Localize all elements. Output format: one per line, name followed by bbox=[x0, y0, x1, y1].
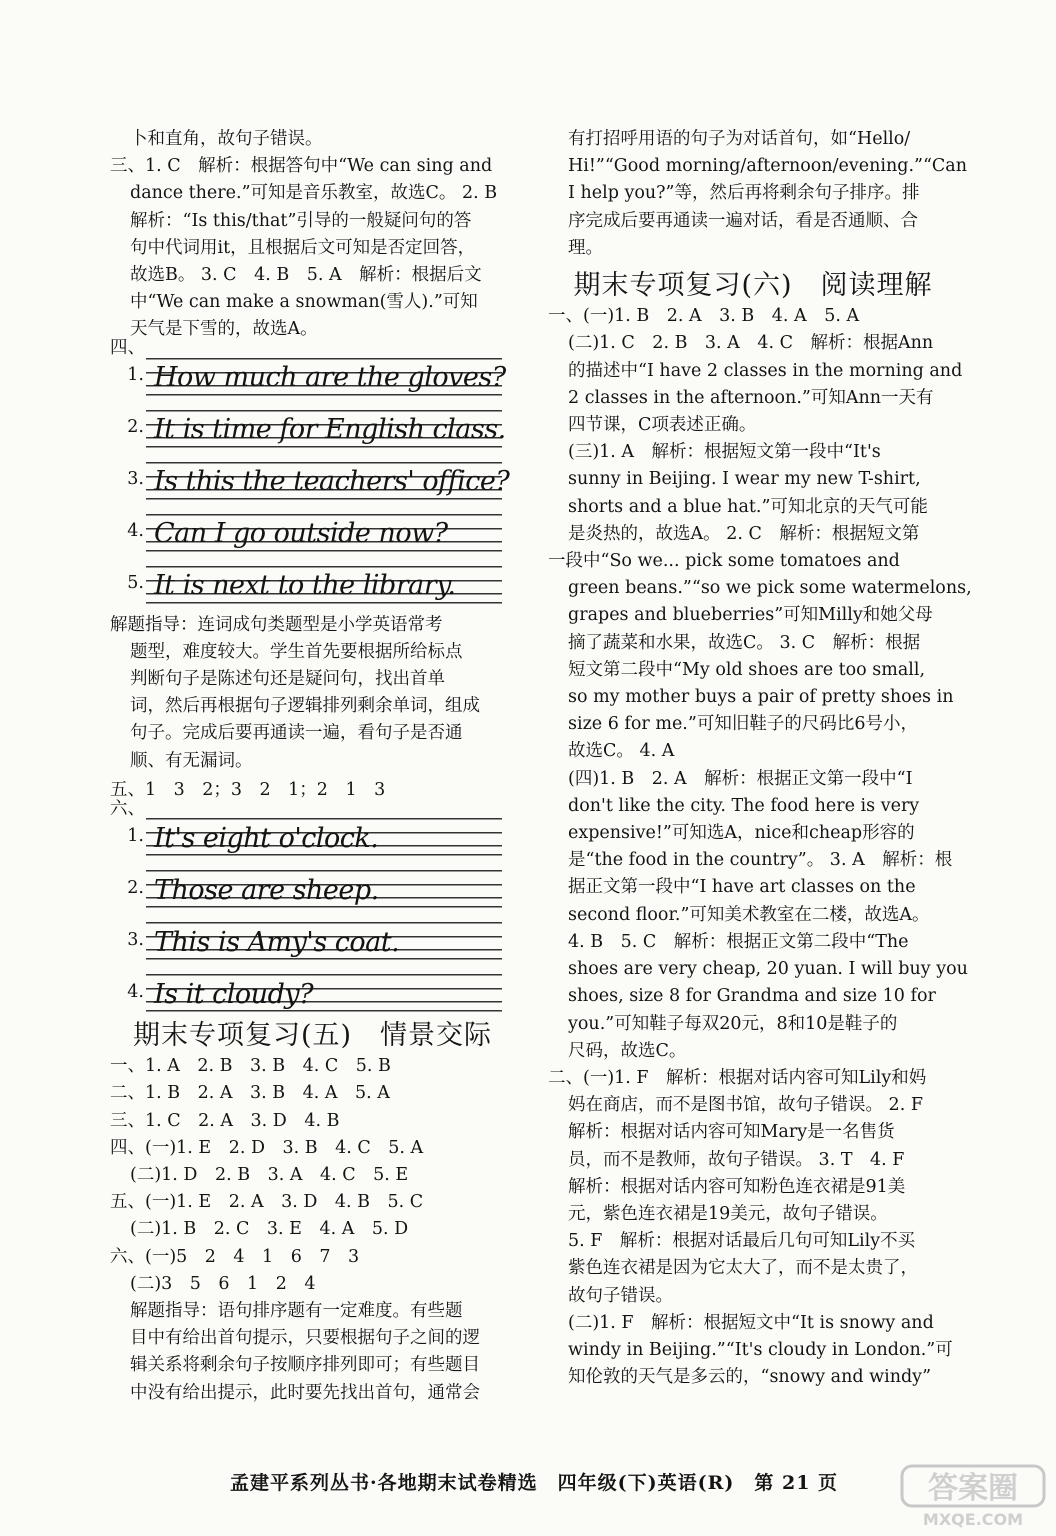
hw-row bbox=[110, 856, 515, 908]
item-number: 六、1. bbox=[110, 798, 145, 846]
writing-lines bbox=[146, 812, 502, 856]
left-column bbox=[110, 126, 515, 1407]
text-line: 解题指导：连词成句类题型是小学英语常考 bbox=[110, 614, 443, 635]
text-line: 摘了蔬菜和水果，故选C。 3. C 解析：根据 bbox=[568, 632, 921, 653]
handwritten-answer: Those are sheep. bbox=[154, 874, 379, 906]
text-line: 一段中“So we... pick some tomatoes and bbox=[548, 551, 900, 572]
writing-lines bbox=[146, 352, 506, 396]
section5-answers: 五、1 3 2；3 2 1；2 1 3 bbox=[110, 779, 386, 800]
text-line: 句子。完成后要再通读一遍，看句子是否通 bbox=[130, 723, 463, 744]
text-line: 是炎热的，故选A。 2. C 解析：根据短文第 bbox=[568, 523, 920, 544]
writing-lines bbox=[146, 968, 502, 1012]
answer-explanations bbox=[548, 303, 972, 1391]
text-line: 知伦敦的天气是多云的，“snowy and windy” bbox=[568, 1367, 932, 1388]
left-top-text bbox=[110, 126, 515, 344]
text-line: 据正文第一段中“I have art classes on the bbox=[568, 877, 916, 898]
text-line: 解析：“Is this/that”引导的一般疑问句的答 bbox=[130, 210, 472, 231]
hw-row bbox=[110, 908, 515, 960]
text-line: 顺、有无漏词。 bbox=[130, 750, 253, 771]
solution-guide bbox=[110, 612, 515, 775]
item-number: 3. bbox=[127, 469, 144, 490]
item-number: 2. bbox=[127, 877, 144, 898]
watermark-logo bbox=[898, 1462, 1048, 1530]
text-line: 故选C。 4. A bbox=[568, 741, 675, 762]
hw-row bbox=[110, 500, 515, 552]
writing-lines bbox=[146, 404, 506, 448]
text-line: 元，紫色连衣裙是19美元，故句子错误。 bbox=[568, 1203, 888, 1224]
text-line: 5. F 解析：根据对话最后几句可知Lily不买 bbox=[568, 1231, 916, 1252]
text-line: 句中代词用it，且根据后文可知是否定回答， bbox=[130, 237, 476, 258]
text-line: 辑关系将剩余句子按顺序排列即可；有些题目 bbox=[130, 1355, 480, 1376]
text-line: windy in Beijing.”“It's cloudy in London.”可 bbox=[568, 1339, 953, 1360]
section6-handwriting bbox=[110, 798, 515, 1012]
text-line: 解析：根据对话内容可知Mary是一名售货 bbox=[568, 1122, 895, 1143]
hw-row bbox=[110, 960, 515, 1012]
handwritten-answer: This is Amy's coat. bbox=[154, 926, 400, 958]
text-line: shorts and a blue hat.”可知北京的天气可能 bbox=[568, 496, 928, 517]
text-line: 五、(一)1. E 2. A 3. D 4. B 5. C bbox=[110, 1192, 424, 1213]
text-line: green beans.”“so we pick some watermelons, bbox=[568, 578, 972, 599]
text-line: 尺码，故选C。 bbox=[568, 1040, 687, 1061]
text-line: 故选B。 3. C 4. B 5. A 解析：根据后文 bbox=[130, 265, 482, 286]
watermark-url: MXQE.COM bbox=[922, 1510, 1024, 1529]
text-line: 判断句子是陈述句还是疑问句，找出首单 bbox=[130, 669, 445, 690]
text-line: second floor.”可知美术教室在二楼，故选A。 bbox=[568, 904, 930, 925]
text-line: Hi!”“Good morning/afternoon/evening.”“Can bbox=[568, 156, 967, 177]
text-line: 2 classes in the afternoon.”可知Ann一天有 bbox=[568, 387, 934, 408]
text-line: (四)1. B 2. A 解析：根据正文第一段中“I bbox=[568, 768, 913, 789]
text-line: 的描述中“I have 2 classes in the morning and bbox=[568, 360, 963, 381]
text-line: (三)1. A 解析：根据短文第一段中“It's bbox=[568, 442, 881, 463]
text-line: 紫色连衣裙是因为它太大了，而不是太贵了， bbox=[568, 1258, 918, 1279]
text-line: 解题指导：语句排序题有一定难度。有些题 bbox=[130, 1301, 463, 1322]
right-top-text bbox=[548, 126, 967, 262]
text-line: 员，而不是教师，故句子错误。 3. T 4. F bbox=[568, 1149, 905, 1170]
text-line: don't like the city. The food here is very bbox=[568, 795, 920, 816]
text-line: (二)1. F 解析：根据短文中“It is snowy and bbox=[568, 1312, 934, 1333]
handwritten-answer: Is it cloudy? bbox=[154, 978, 314, 1010]
text-line: I help you?”等，然后再将剩余句子排序。排 bbox=[568, 183, 920, 204]
text-line: 4. B 5. C 解析：根据正文第二段中“The bbox=[568, 931, 909, 952]
text-line: 理。 bbox=[568, 237, 603, 258]
text-line: expensive!”可知选A，nice和cheap形容的 bbox=[568, 823, 915, 844]
text-line: shoes are very cheap, 20 yuan. I will buy you bbox=[568, 959, 968, 980]
text-line: 解析：根据对话内容可知粉色连衣裙是91美 bbox=[568, 1176, 906, 1197]
text-line: size 6 for me.”可知旧鞋子的尺码比6号小， bbox=[568, 714, 918, 735]
handwritten-answer: It is next to the library. bbox=[154, 570, 456, 602]
hw-row bbox=[110, 448, 515, 500]
hw-row bbox=[110, 338, 515, 396]
text-line: 序完成后要再通读一遍对话，看是否通顺、合 bbox=[568, 210, 918, 231]
section4-handwriting bbox=[110, 338, 515, 604]
text-line: 四、(一)1. E 2. D 3. B 4. C 5. A bbox=[110, 1137, 424, 1158]
item-number: 4. bbox=[127, 521, 144, 542]
handwritten-answer: Can I go outside now? bbox=[154, 518, 448, 550]
text-line: 一、1. A 2. B 3. B 4. C 5. B bbox=[110, 1056, 391, 1077]
hw-row bbox=[110, 552, 515, 604]
text-line: 妈在商店，而不是图书馆，故句子错误。 2. F bbox=[568, 1095, 923, 1116]
writing-lines bbox=[146, 456, 510, 500]
item-number: 5. bbox=[127, 573, 144, 594]
handwritten-answer: It's eight o'clock. bbox=[154, 822, 379, 854]
text-line: 故句子错误。 bbox=[568, 1285, 673, 1306]
text-line: grapes and blueberries”可知Milly和她父母 bbox=[568, 605, 933, 626]
right-column bbox=[548, 126, 972, 1391]
page-footer: 孟建平系列丛书·各地期末试卷精选 四年级(下)英语(R) 第 21 页 bbox=[230, 1472, 839, 1494]
section-heading: 期末专项复习(六) 阅读理解 bbox=[573, 270, 933, 302]
text-line: dance there.”可知是音乐教室，故选C。 2. B bbox=[130, 183, 498, 204]
writing-lines bbox=[146, 864, 502, 908]
text-line: 三、1. C 解析：根据答句中“We can sing and bbox=[110, 156, 493, 177]
text-line: 六、(一)5 2 4 1 6 7 3 bbox=[110, 1246, 360, 1267]
writing-lines bbox=[146, 916, 502, 960]
item-number: 3. bbox=[127, 929, 144, 950]
writing-lines bbox=[146, 508, 502, 552]
answer-list bbox=[110, 1053, 515, 1298]
hw-row bbox=[110, 798, 515, 856]
text-line: 二、1. B 2. A 3. B 4. A 5. A bbox=[110, 1083, 390, 1104]
section-heading: 期末专项复习(五) 情景交际 bbox=[132, 1020, 493, 1052]
handwritten-answer: Is this the teachers' office? bbox=[154, 466, 510, 498]
item-number: 4. bbox=[127, 981, 144, 1002]
text-line: 中没有给出提示，此时要先找出首句，通常会 bbox=[130, 1382, 480, 1403]
handwritten-answer: How much are the gloves? bbox=[154, 362, 506, 394]
solution-guide bbox=[110, 1298, 515, 1407]
text-line: 中“We can make a snowman(雪人).”可知 bbox=[130, 292, 478, 313]
text-line: so my mother buys a pair of pretty shoes in bbox=[568, 687, 954, 708]
watermark-title: 答案圈 bbox=[928, 1471, 1018, 1506]
text-line: 四节课，C项表述正确。 bbox=[568, 415, 757, 436]
writing-lines bbox=[146, 560, 502, 604]
text-line: shoes, size 8 for Grandma and size 10 for bbox=[568, 986, 936, 1007]
hw-row bbox=[110, 396, 515, 448]
text-line: 一、(一)1. B 2. A 3. B 4. A 5. A bbox=[548, 306, 860, 327]
item-number: 2. bbox=[127, 417, 144, 438]
text-line: 目中有给出首句提示，只要根据句子之间的逻 bbox=[130, 1328, 480, 1349]
text-line: (二)3 5 6 1 2 4 bbox=[130, 1273, 316, 1294]
text-line: 天气是下雪的，故选A。 bbox=[130, 319, 318, 340]
text-line: 有打招呼用语的句子为对话首句，如“Hello/ bbox=[568, 129, 911, 149]
handwritten-answer: It is time for English class. bbox=[154, 414, 506, 446]
text-line: 短文第二段中“My old shoes are too small, bbox=[568, 659, 926, 680]
item-number: 四、1. bbox=[110, 338, 145, 386]
text-line: 词，然后再根据句子逻辑排列剩余单词，组成 bbox=[130, 696, 480, 717]
text-line: (二)1. C 2. B 3. A 4. C 解析：根据Ann bbox=[568, 333, 934, 354]
text-line: 三、1. C 2. A 3. D 4. B bbox=[110, 1110, 340, 1131]
text-line: (二)1. D 2. B 3. A 4. C 5. E bbox=[130, 1165, 409, 1186]
text-line: 是“the food in the country”。 3. A 解析：根 bbox=[568, 850, 953, 871]
text-line: you.”可知鞋子每双20元，8和10是鞋子的 bbox=[568, 1013, 898, 1034]
text-line: 卜和直角，故句子错误。 bbox=[130, 129, 323, 149]
text-line: (二)1. B 2. C 3. E 4. A 5. D bbox=[130, 1219, 409, 1240]
text-line: 二、(一)1. F 解析：根据对话内容可知Lily和妈 bbox=[548, 1067, 927, 1088]
text-line: sunny in Beijing. I wear my new T-shirt, bbox=[568, 469, 921, 490]
text-line: 题型，难度较大。学生首先要根据所给标点 bbox=[130, 641, 463, 662]
